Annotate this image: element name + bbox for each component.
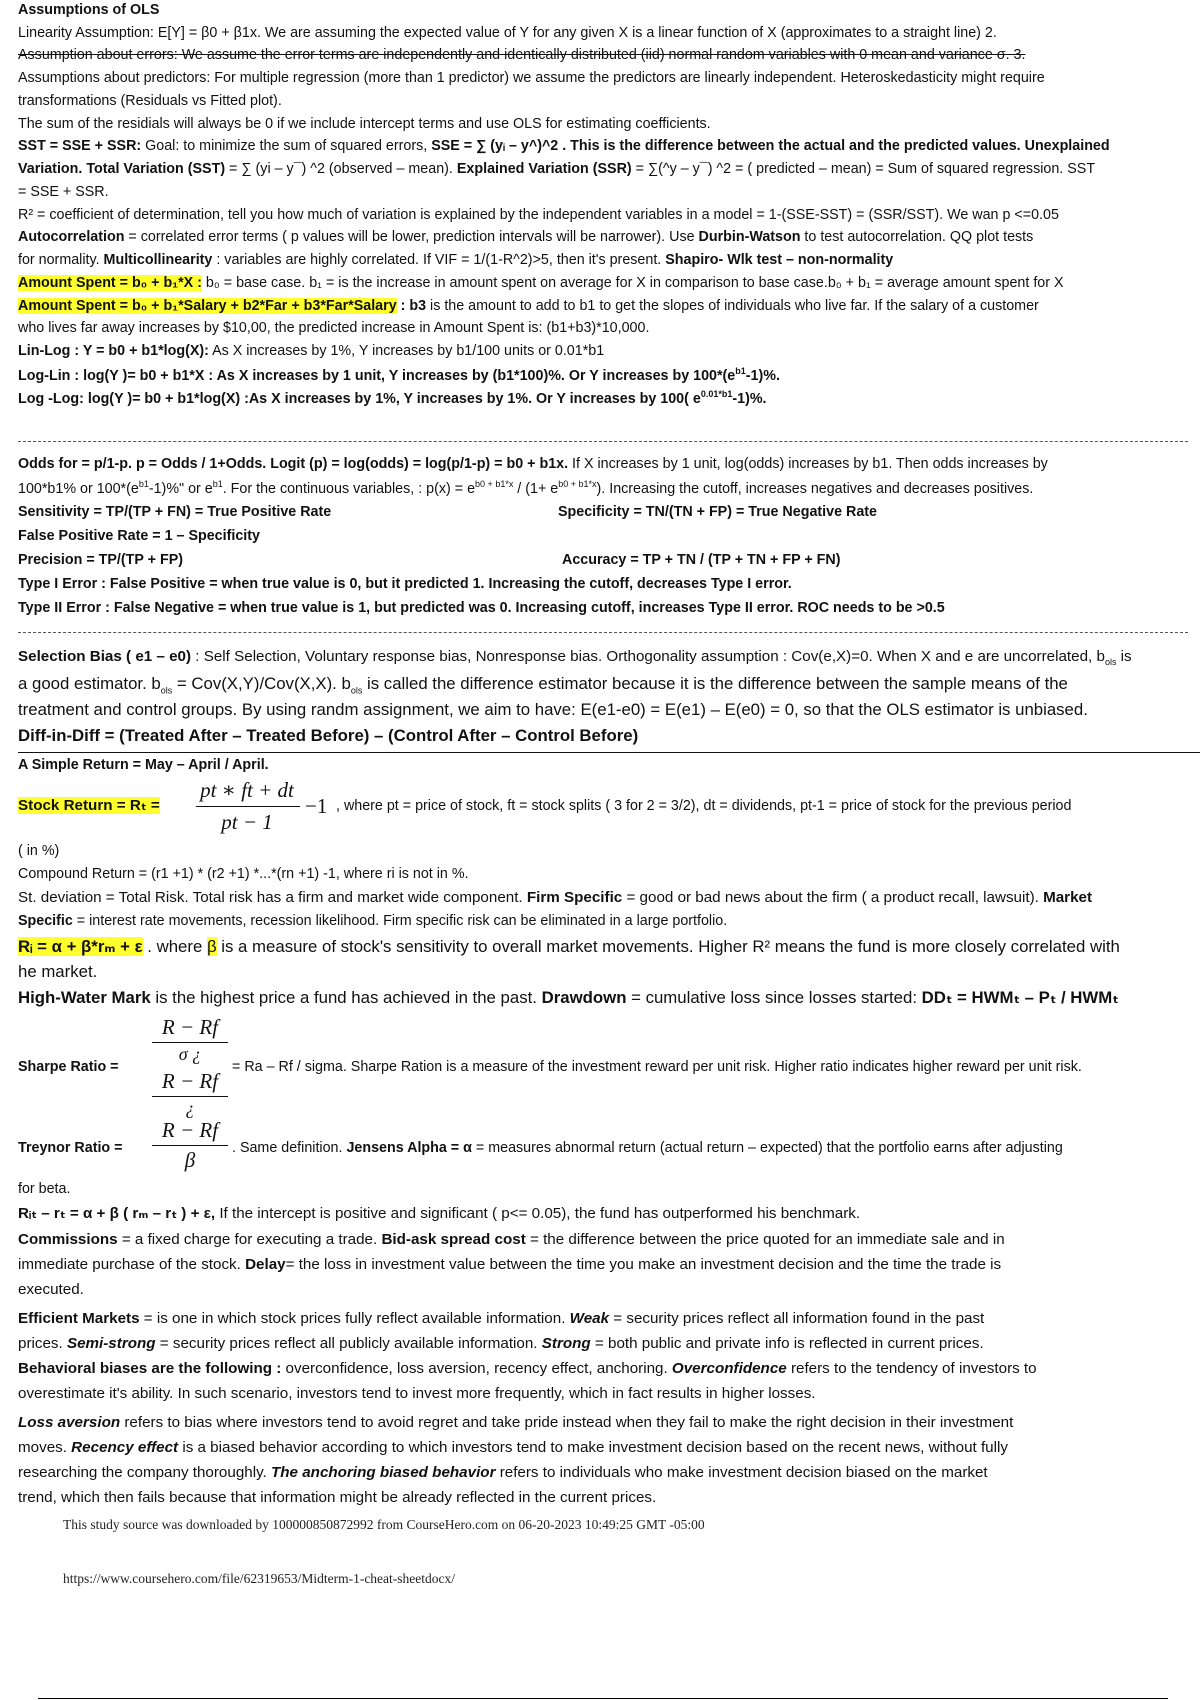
precision-formula: Precision = TP/(TP + FP) (18, 552, 183, 568)
stock-return-label: Stock Return = Rₜ = (18, 797, 160, 814)
multicollinearity-line: for normality. Multicollinearity : variables are highly correlated. If VIF = 1/(1-R^2)>5, then it's present. Shapiro- Wlk test – non-normality (18, 252, 894, 268)
section-divider-2 (18, 632, 1188, 633)
sharpe-ratio-description: = Ra – Rf / sigma. Sharpe Ration is a measure of the investment reward per unit risk. Higher ratio indicates higher reward per unit risk. (232, 1059, 1082, 1075)
false-positive-rate: False Positive Rate = 1 – Specificity (18, 528, 260, 544)
efficient-markets-line: Efficient Markets = is one in which stock prices fully reflect available information. Weak = security prices reflect all information found in the past (18, 1310, 985, 1327)
second-denominator: ¿ (185, 1098, 195, 1118)
estimator-line: a good estimator. $b_{ols} = Cov(X,Y)/Cov(X,X)$. $b_{ols}$ is called the difference estimator because it is the difference between the sample means of the (18, 674, 1068, 696)
behavioral-biases-line: Behavioral biases are the following : overconfidence, loss aversion, recency effect, anchoring. Overconfidence refers to the tendency of investors to (18, 1360, 1037, 1377)
loss-aversion-line: Loss aversion refers to bias where investors tend to avoid regret and take pride instead when they fail to make the right decision in their investment (18, 1414, 1014, 1431)
sharpe-denominator: σ ¿ (178, 1044, 202, 1064)
delay-line: immediate purchase of the stock. Delay= the loss in investment value between the time you make an investment decision and the time the trade is (18, 1256, 1002, 1273)
capm-line-continued: he market. (18, 962, 98, 981)
treynor-fraction-bar (152, 1145, 228, 1146)
odds-interpretation-line: 100*b1% or $100*(e^{b1}-1)\%$" or $e^{b1}$. For the continuous variables, : $p(x) = e^{b0 + b1*x} / (1+ e^{b0 + b1*x})$. Increasing the cutoff, increases negatives and decreases positives. (18, 479, 1034, 497)
variation-line: Variation. Total Variation (SST) = ∑ (yi – y¯) ^2 (observed – mean). Explained Variation (SSR) = ∑(^y – y¯) ^2 = ( predicted – mean) = Sum of squared regression. SST (18, 161, 1096, 177)
r-squared-line: R² = coefficient of determination, tell you how much of variation is explained by the independent variables in a model = 1-(SSE-SST) = (SSR/SST). We wan p <=0.05 (18, 207, 1059, 223)
anchoring-line: researching the company thoroughly. The anchoring biased behavior refers to individuals who make investment decision biased on the market (18, 1464, 988, 1481)
source-url: https://www.coursehero.com/file/62319653/Midterm-1-cheat-sheetdocx/ (63, 1571, 456, 1586)
predictors-line: Assumptions about predictors: For multiple regression (more than 1 predictor) we assume the predictors are linearly independent. Heteroskedasticity might require (18, 70, 1045, 86)
market-specific-line: Specific = interest rate movements, recession likelihood. Firm specific risk can be eliminated in a large portfolio. (18, 913, 728, 929)
anchoring-line-continued: trend, which then fails because that information might be already reflected in the current prices. (18, 1489, 657, 1506)
stock-return-description: , where pt = price of stock, ft = stock splits ( 3 for 2 = 3/2), dt = dividends, pt-1 = price of stock for the previous period (336, 798, 1072, 814)
in-percent-note: ( in %) (18, 843, 60, 859)
overconfidence-line: overestimate it's ability. In such scenario, investors tend to invest more frequently, which in fact results in higher losses. (18, 1385, 816, 1402)
commissions-line: Commissions = a fixed charge for executing a trade. Bid-ask spread cost = the difference between the price quoted for an immediate sale and in (18, 1231, 1005, 1248)
treynor-ratio-label: Treynor Ratio = (18, 1140, 123, 1156)
amount-spent-line-1: Amount Spent = b₀ + b₁*X : b₀ = base case. b₁ = is the increase in amount spent on average for X in comparison to base case.b₀ + b₁ = average amount spent for X (18, 275, 1064, 291)
log-log-line: Log -Log: log(Y )= b0 + b1*log(X) :As X increases by 1%, Y increases by 1%. Or Y increases by 100( $e^{0.01*b1}-1)\%$. (18, 389, 767, 407)
high-water-mark-line: High-Water Mark is the highest price a fund has achieved in the past. Drawdown = cumulative loss since losses started: DDₜ = HWMₜ – Pₜ / HWMₜ (18, 988, 1119, 1007)
sensitivity-formula: Sensitivity = TP/(TP + FN) = True Positive Rate (18, 504, 332, 520)
sharpe-ratio-label: Sharpe Ratio = (18, 1059, 119, 1075)
section-divider-1 (18, 441, 1188, 442)
jensen-regression-line: Rᵢₜ – rₜ = α + β ( rₘ – rₜ ) + ε, If the intercept is positive and significant ( p<= 0.05), the fund has outperformed his benchmark. (18, 1205, 861, 1222)
capm-line: Rᵢ = α + β*rₘ + ε . where β is a measure of stock's sensitivity to overall market movements. Higher R² means the fund is more closely correlated with (18, 937, 1120, 956)
sse-ssr-line: = SSE + SSR. (18, 184, 109, 200)
recency-effect-line: moves. Recency effect is a biased behavior according to which investors tend to make investment decision based on the recent news, without fully (18, 1439, 1008, 1456)
stock-return-numerator: pt ∗ ft + dt (200, 778, 294, 802)
treatment-control-line: treatment and control groups. By using randm assignment, we aim to have: E(e1-e0) = E(e1) – E(e0) = 0, so that the OLS estimator is unbiased. (18, 700, 1088, 719)
treynor-denominator: β (184, 1148, 196, 1172)
section-rule (18, 752, 1200, 753)
executed-line: executed. (18, 1281, 84, 1298)
sharpe-numerator: R − Rf (161, 1015, 219, 1039)
stock-return-denominator: pt − 1 (221, 810, 273, 834)
odds-line: Odds for = p/1-p. p = Odds / 1+Odds. Logit (p) = log(odds) = log(p/1-p) = b0 + b1x. If X increases by 1 unit, log(odds) increases by b1. Then odds increases by (18, 456, 1048, 472)
selection-bias-line: Selection Bias ( e1 – e0) : Self Selection, Voluntary response bias, Nonresponse bias. Orthogonality assumption : Cov(e,X)=0. When X and e are uncorrelated, $b_{ols}$ is (18, 648, 1132, 668)
sharpe-fraction-bar (152, 1042, 228, 1043)
treynor-numerator: R − Rf (161, 1118, 219, 1142)
compound-return-line: Compound Return = (r1 +1) * (r2 +1) *...*(rn +1) -1, where ri is not in %. (18, 866, 469, 882)
total-risk-line: St. deviation = Total Risk. Total risk has a firm and market wide component. Firm Specific = good or bad news about the firm ( a product recall, lawsuit). Market (18, 889, 1093, 906)
type-1-error: Type I Error : False Positive = when true value is 0, but it predicted 1. Increasing the cutoff, decreases Type I error. (18, 576, 792, 592)
second-numerator: R − Rf (161, 1069, 219, 1093)
ols-title: Assumptions of OLS (18, 2, 160, 18)
log-lin-line: Log-Lin : log(Y )= b0 + b1*X : As X increases by 1 unit, Y increases by (b1*100)%. Or Y increases by $100*(e^{b1}-1)\%$. (18, 366, 780, 384)
type-2-error: Type II Error : False Negative = when true value is 1, but predicted was 0. Increasing cutoff, increases Type II error. ROC needs to be >0.5 (18, 600, 945, 616)
far-salary-line: who lives far away increases by $10,00, the predicted increase in Amount Spent is: (b1+b3)*10,000. (18, 320, 650, 336)
second-fraction-bar (152, 1096, 228, 1097)
download-source-note: This study source was downloaded by 100000850872992 from CourseHero.com on 06-20-2023 10:49:25 GMT -05:00 (63, 1517, 705, 1532)
lin-log-line: Lin-Log : Y = b0 + b1*log(X): As X increases by 1%, Y increases by b1/100 units or 0.01*b1 (18, 343, 605, 359)
stock-return-fraction-bar (196, 806, 300, 807)
sst-line: SST = SSE + SSR: Goal: to minimize the sum of squared errors, SSE = ∑ (yᵢ – y^)^2 . This is the difference between the actual and the predicted values. Unexplained (18, 138, 1110, 154)
footer-rule (38, 1698, 1168, 1699)
simple-return-line: A Simple Return = May – April / April. (18, 757, 269, 773)
specificity-formula: Specificity = TN/(TN + FP) = True Negative Rate (558, 504, 877, 520)
treynor-ratio-description: . Same definition. Jensens Alpha = α = measures abnormal return (actual return – expected) that the portfolio earns after adjusting (232, 1140, 1063, 1156)
transformations-line: transformations (Residuals vs Fitted plot). (18, 93, 282, 109)
semi-strong-line: prices. Semi-strong = security prices reflect all publicly available information. Strong = both public and private info is reflected in current prices. (18, 1335, 984, 1352)
errors-line: Assumption about errors: We assume the error terms are independently and identically distributed (iid) normal random variables with 0 mean and variance σ. 3. (18, 47, 1026, 63)
linearity-line: Linearity Assumption: E[Y] = β0 + β1x. We are assuming the expected value of Y for any given X is a linear function of X (approximates to a straight line) 2. (18, 25, 997, 41)
amount-spent-line-2: Amount Spent = b₀ + b₁*Salary + b2*Far + b3*Far*Salary : b3 is the amount to add to b1 to get the slopes of individuals who live far. If the salary of a customer (18, 298, 1039, 314)
accuracy-formula: Accuracy = TP + TN / (TP + TN + FP + FN) (562, 552, 841, 568)
autocorrelation-line: Autocorrelation = correlated error terms ( p values will be lower, prediction intervals will be narrower). Use Durbin-Watson to test autocorrelation. QQ plot tests (18, 229, 1034, 245)
diff-in-diff-line: Diff-in-Diff = (Treated After – Treated Before) – (Control After – Control Before) (18, 726, 639, 745)
residuals-line: The sum of the residials will always be 0 if we include intercept terms and use OLS for estimating coefficients. (18, 116, 711, 132)
stock-return-minus-one: −1 (305, 794, 328, 818)
cheat-sheet-page (18, 0, 1200, 1700)
for-beta-line: for beta. (18, 1181, 71, 1197)
